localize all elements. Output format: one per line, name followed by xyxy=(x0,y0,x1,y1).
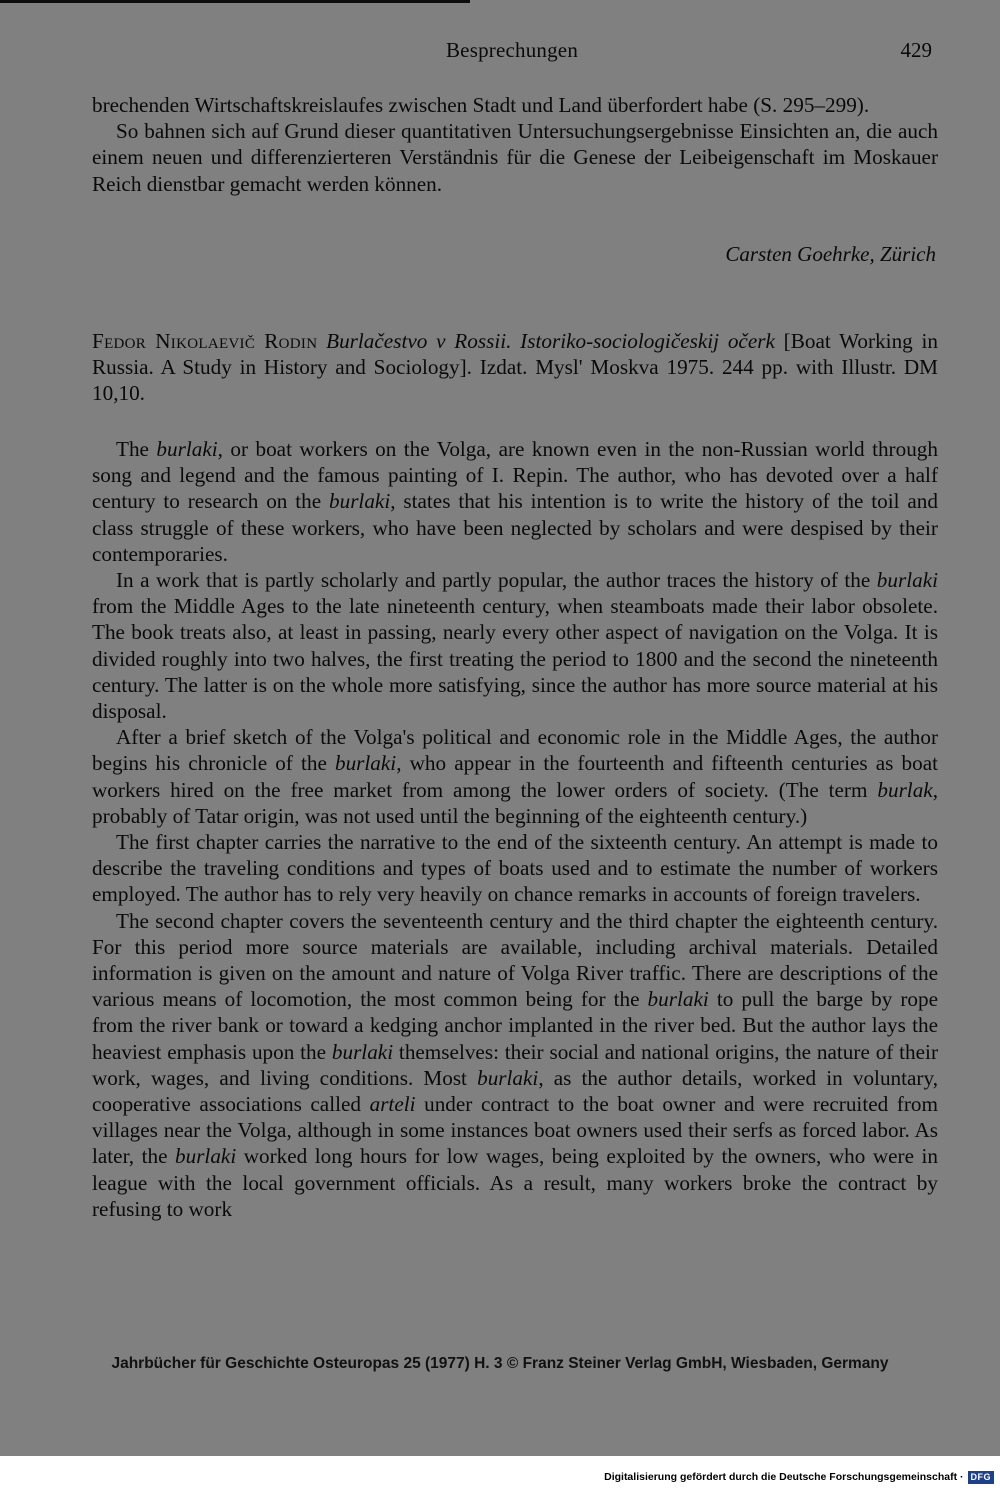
funding-note: Digitalisierung gefördert durch die Deutsche Forschungsgemeinschaft · xyxy=(604,1471,964,1483)
top-border-line xyxy=(0,0,470,3)
italic-term: burlaki xyxy=(334,751,397,776)
reviewer-signature: Carsten Goehrke, Zürich xyxy=(725,242,936,266)
citation-text xyxy=(92,328,938,407)
paragraph: The burlaki, or boat workers on the Volga, are known even in the non-Russian world through song and legend and the famous painting of I. Repin. The author, who has devoted over a half century to research on the burlaki, states that his intention is to write the history of the toil and class struggle of these workers, who have been neglected by scholars and were despised by their contemporaries. xyxy=(92,437,938,566)
previous-review-ending xyxy=(92,92,938,197)
book-title: Burlačestvo v Rossii. Istoriko-sociologičeskij očerk xyxy=(326,329,775,353)
italic-term: burlaki xyxy=(876,568,938,593)
book-author: Fedor Nikolaevič Rodin xyxy=(92,329,318,353)
review-body xyxy=(92,436,938,1222)
paragraph: After a brief sketch of the Volga's political and economic role in the Middle Ages, the author begins his chronicle of the burlaki, who appear in the fourteenth and fifteenth centuries as boat workers hired on the free market from among the lower orders of society. (The term burlak, probably of Tatar origin, was not used until the beginning of the eighteenth century.) xyxy=(92,725,938,828)
italic-term: arteli xyxy=(369,1092,416,1117)
italic-term: burlaki xyxy=(331,1039,394,1064)
italic-term: burlaki xyxy=(647,987,709,1012)
italic-term: burlak xyxy=(877,777,933,802)
paragraph: In a work that is partly scholarly and partly popular, the author traces the history of the burlaki from the Middle Ages to the late nineteenth century, when steamboats made their labor obsolete. The book treats also, at least in passing, nearly every other aspect of navigation on the Volga. It is divided roughly into two halves, the first treating the period to 1800 and the second the nineteenth century. The latter is on the whole more satisfying, since the author has more source material at his disposal. xyxy=(92,568,938,724)
italic-term: burlaki xyxy=(175,1144,237,1169)
dfg-logo: DFG xyxy=(968,1471,995,1484)
journal-footer: Jahrbücher für Geschichte Osteuropas 25 (1977) H. 3 © Franz Steiner Verlag GmbH, Wiesbaden, Germany xyxy=(111,1355,889,1372)
book-citation xyxy=(92,328,938,407)
paragraph: brechenden Wirtschaftskreislaufes zwischen Stadt und Land überfordert habe (S. 295–299). xyxy=(92,93,870,117)
paragraph: So bahnen sich auf Grund dieser quantitativen Untersuchungsergebnisse Einsichten an, die auch einem neuen und differenzierteren Verständnis für die Genese der Leibeigenschaft im Moskauer Reich dienstbar gemacht werden können. xyxy=(92,119,938,196)
book-details: [Boat Working in Russia. A Study in History and Sociology]. Izdat. Mysl' Moskva 1975. 244 pp. with Illustr. DM 10,10. xyxy=(92,329,939,406)
page-number: 429 xyxy=(900,38,932,62)
running-header xyxy=(92,38,932,68)
italic-term: burlaki xyxy=(477,1065,539,1090)
italic-term: burlaki xyxy=(156,437,218,461)
running-title: Besprechungen xyxy=(445,38,579,62)
paragraph: The first chapter carries the narrative to the end of the sixteenth century. An attempt is made to describe the traveling conditions and types of boats used and to estimate the number of workers employed. The author has to rely very heavily on chance remarks in accounts of foreign travelers. xyxy=(92,830,938,907)
paragraph: The second chapter covers the seventeenth century and the third chapter the eighteenth century. For this period more source materials are available, including archival materials. Detailed information is given on the amount and nature of Volga River traffic. There are descriptions of the various means of locomotion, the most common being for the burlaki to pull the barge by rope from the river bank or toward a kedging anchor implanted in the river bed. But the author lays the heaviest emphasis upon the burlaki themselves: their social and national origins, the nature of their work, wages, and living conditions. Most burlaki, as the author details, worked in voluntary, cooperative associations called arteli under contract to the boat owner and were recruited from villages near the Volga, although in some instances boat owners used their serfs as forced labor. As later, the burlaki worked long hours for low wages, being exploited by the owners, who were in league with the local government officials. As a result, many workers broke the contract by refusing to work xyxy=(92,908,939,1221)
italic-term: burlaki xyxy=(329,489,391,514)
funding-banner xyxy=(604,1470,994,1484)
